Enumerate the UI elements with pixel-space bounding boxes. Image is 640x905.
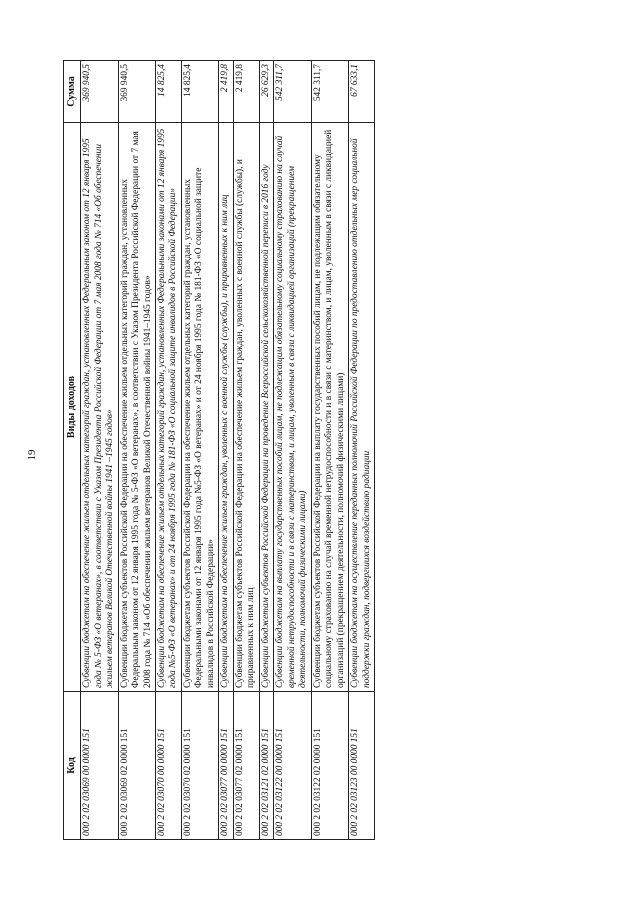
header-code: Код [64, 692, 81, 840]
row-code: 000 2 02 03077 00 0000 151 [219, 692, 233, 840]
table-row [81, 61, 118, 840]
row-description: Субвенции бюджетам субъектов Российской Федерации на проведение Всероссийской сельскохозяйственной переписи в 2016 году [259, 123, 273, 692]
row-code: 000 2 02 03077 02 0000 151 [233, 692, 259, 840]
row-sum: 369 940,5 [118, 61, 155, 123]
row-code: 000 2 02 03069 02 0000 151 [118, 692, 155, 840]
row-sum: 67 633,1 [349, 61, 375, 123]
row-sum: 542 311,7 [311, 61, 348, 123]
row-code: 000 2 02 03121 02 0000 151 [259, 692, 273, 840]
row-description: Субвенции бюджетам на обеспечение жильем граждан, уволенных с военной службы (службы), и приравненных к ним лиц [219, 123, 233, 692]
row-sum: 14 825,4 [156, 61, 182, 123]
row-code: 000 2 02 03070 00 0000 151 [156, 692, 182, 840]
row-description: Субвенции бюджетам субъектов Российской Федерации на обеспечение жильем отдельных категорий граждан, установленных Федеральными законами от 12 января 1995 года №5-ФЗ «О ветеранах» и от 24 ноября 1995 года № 181-ФЗ «О социальной защите инвалидов в Российской Федерации» [181, 123, 218, 692]
row-code: 000 2 02 03123 00 0000 151 [349, 692, 375, 840]
header-description: Виды доходов [64, 123, 81, 692]
row-code: 000 2 02 03069 00 0000 151 [81, 692, 118, 840]
table-row [259, 61, 273, 840]
table-row [219, 61, 233, 840]
row-description: Субвенции бюджетам субъектов Российской Федерации на обеспечение жильем отдельных категорий граждан, установленных Федеральным законом от 12 января 1995 года № 5-ФЗ «О ветеранах», в соответствии с Указом Президента Российской Федерации от 7 мая 2008 года № 714 «Об обеспечении жильем ветеранов Великой Отечественной войны 1941–1945 годов» [118, 123, 155, 692]
row-description: Субвенции бюджетам субъектов Российской Федерации на выплату государственных пособий лицам, не подлежащим обязательному социальному страхованию на случай временной нетрудоспособности и в связи с материнством, и лицам, уволенным в связи с ликвидацией организаций (прекращением деятельности, полномочий физическими лицами) [311, 123, 348, 692]
row-description: Субвенции бюджетам на осуществление переданных полномочий Российской Федерации по предоставлению отдельных мер социальной поддержки граждан, подвергшихся воздействию радиации [349, 123, 375, 692]
revenue-table [63, 60, 375, 840]
table-row [274, 61, 311, 840]
header-sum: Сумма [64, 61, 81, 123]
row-code: 000 2 02 03122 00 0000 151 [274, 692, 311, 840]
rotated-table-container [63, 60, 577, 840]
row-sum: 2 419,8 [233, 61, 259, 123]
table-row [311, 61, 348, 840]
table-row [156, 61, 182, 840]
row-sum: 369 940,5 [81, 61, 118, 123]
row-sum: 2 419,8 [219, 61, 233, 123]
page-number: 19 [26, 449, 38, 461]
row-sum: 14 825,4 [181, 61, 218, 123]
table-row [349, 61, 375, 840]
row-description: Субвенции бюджетам на обеспечение жильем отдельных категорий граждан, установленных Федеральным законом от 12 января 1995 года № 5-ФЗ «О ветеранах», в соответствии с Указом Президента Российской Федерации от 7 мая 2008 года № 714 «Об обеспечении жильем ветеранов Великой Отечественной войны 1941 –1945 годов» [81, 123, 118, 692]
row-code: 000 2 02 03122 02 0000 151 [311, 692, 348, 840]
row-description: Субвенции бюджетам на выплату государственных пособий лицам, не подлежащим обязательному социальному страхованию на случай временной нетрудоспособности и в связи с материнством, и лицам, уволенным в связи с ликвидацией организаций (прекращением деятельности, полномочий физическими лицами) [274, 123, 311, 692]
row-description: Субвенции бюджетам на обеспечение жильем отдельных категорий граждан, установленных Федеральными законами от 12 января 1995 года №5-ФЗ «О ветеранах» и от 24 ноября 1995 года № 181-ФЗ «О социальной защите инвалидов в Российской Федерации» [156, 123, 182, 692]
table-row [233, 61, 259, 840]
row-sum: 542 311,7 [274, 61, 311, 123]
row-description: Субвенции бюджетам субъектов Российской Федерации на обеспечение жильем граждан, уволенных с военной службы (службы), и приравненных к ним лиц [233, 123, 259, 692]
table-row [118, 61, 155, 840]
table-row [181, 61, 218, 840]
row-sum: 26 629,3 [259, 61, 273, 123]
row-code: 000 2 02 03070 02 0000 151 [181, 692, 218, 840]
table-header-row [64, 61, 81, 840]
